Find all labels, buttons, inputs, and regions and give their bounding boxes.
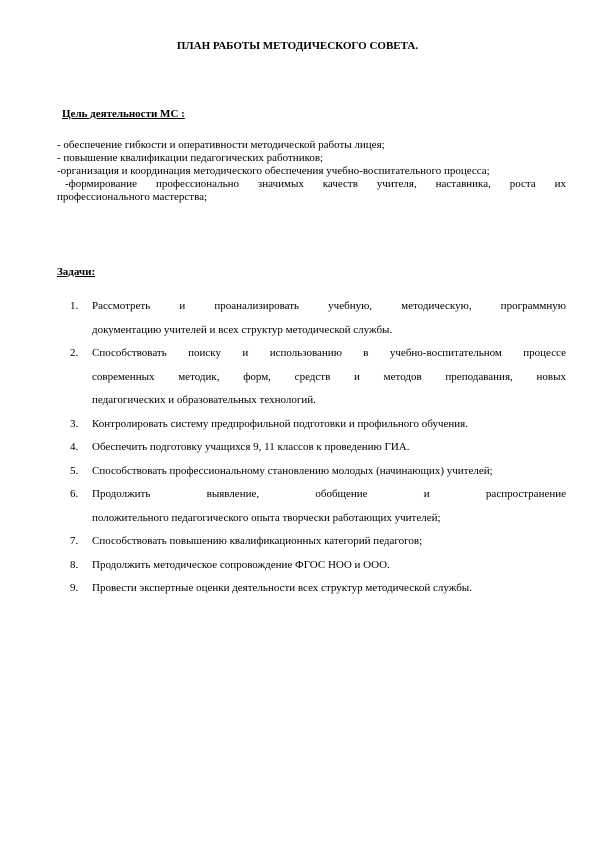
task-item [70, 441, 566, 465]
task-item [70, 347, 566, 418]
task-line: положительного педагогического опыта творчески работающих учителей; [92, 511, 441, 524]
task-item [70, 582, 566, 606]
task-line: Рассмотреть и проанализировать учебную, методическую, программную [92, 300, 566, 312]
tasks-heading: Задачи: [57, 266, 96, 278]
goal-item: -организация и координация методического обеспечения учебно-воспитательного процесса; [57, 165, 490, 177]
task-line: Обеспечить подготовку учащихся 9, 11 классов к проведению ГИА. [92, 441, 410, 453]
document-title: ПЛАН РАБОТЫ МЕТОДИЧЕСКОГО СОВЕТА. [176, 40, 419, 52]
task-number: 7. [70, 535, 79, 547]
task-item [70, 300, 566, 347]
task-line: Продолжить методическое сопровождение ФГОС НОО и ООО. [92, 558, 390, 571]
task-number: 4. [70, 441, 79, 453]
goals-list [57, 139, 566, 204]
task-line: документацию учителей и всех структур методической службы. [92, 323, 393, 336]
task-number: 8. [70, 558, 79, 571]
goal-heading: Цель деятельности МС : [62, 108, 185, 120]
task-item [70, 465, 566, 489]
task-line: Способствовать повышению квалификационных категорий педагогов; [92, 535, 423, 547]
task-item [70, 418, 566, 442]
task-number: 9. [70, 582, 79, 594]
task-number: 3. [70, 417, 79, 430]
task-number: 1. [70, 300, 79, 312]
task-number: 5. [70, 464, 79, 477]
goal-item: - обеспечение гибкости и оперативности методической работы лицея; [57, 139, 385, 151]
task-line: Контролировать систему предпрофильной подготовки и профильного обучения. [92, 417, 468, 430]
task-number: 6. [70, 488, 79, 500]
goal-item: -формирование профессионально значимых качеств учителя, наставника, роста их [65, 178, 566, 190]
task-item [70, 488, 566, 535]
tasks-list [70, 300, 566, 606]
task-line: современных методик, форм, средств и методов преподавания, новых [92, 370, 566, 383]
task-line: Провести экспертные оценки деятельности всех структур методической службы. [92, 582, 472, 594]
task-number: 2. [70, 347, 79, 359]
task-item [70, 559, 566, 583]
goal-item-continuation: профессионального мастерства; [57, 191, 208, 203]
task-line: Способствовать поиску и использованию в учебно-воспитательном процессе [92, 347, 566, 359]
task-item [70, 535, 566, 559]
goal-item: - повышение квалификации педагогических работников; [57, 152, 324, 164]
task-line: педагогических и образовательных технологий. [92, 394, 316, 406]
task-line: Продолжить выявление, обобщение и распространение [92, 488, 566, 500]
task-line: Способствовать профессиональному становлению молодых (начинающих) учителей; [92, 464, 493, 477]
